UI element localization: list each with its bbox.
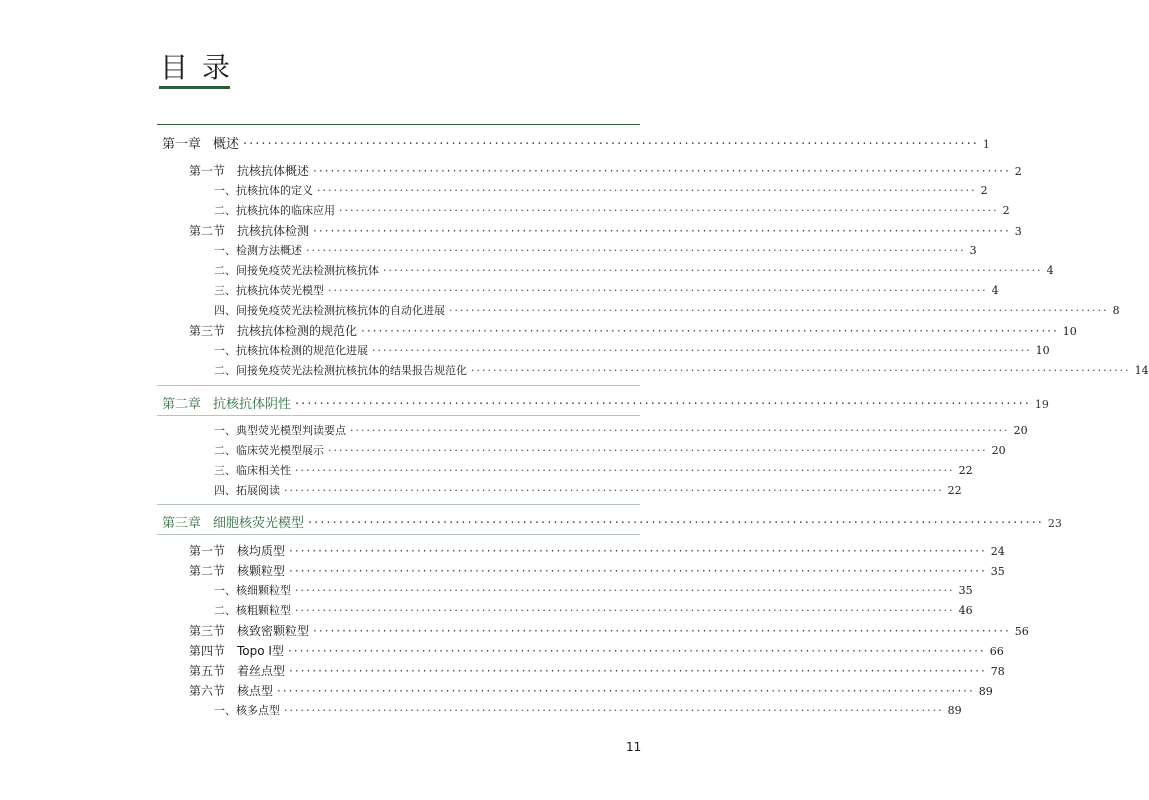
toc-chapter-entry — [162, 393, 1049, 412]
entry-title: 一、检测方法概述 — [214, 244, 302, 257]
entry-label — [214, 582, 291, 598]
toc-item-entry — [214, 282, 999, 298]
entry-number: 第一节 — [189, 544, 226, 558]
entry-page: 46 — [958, 604, 973, 617]
toc-item-entry — [214, 202, 1010, 218]
entry-label — [214, 602, 291, 618]
dot-leader: ························································································································ — [313, 224, 1011, 238]
entry-label — [214, 482, 280, 498]
chapter-rule — [157, 415, 640, 416]
entry-number: 第三节 — [189, 624, 226, 638]
entry-number: 第三节 — [189, 324, 226, 338]
chapter-rule — [157, 504, 640, 505]
dot-leader: ························································································································ — [287, 644, 986, 658]
entry-title: 一、核多点型 — [214, 704, 280, 717]
entry-page: 8 — [1112, 304, 1120, 317]
entry-title: 二、核粗颗粒型 — [214, 604, 291, 617]
entry-label — [189, 642, 284, 659]
entry-title: 四、拓展阅读 — [214, 484, 280, 497]
chapter-rule — [157, 385, 640, 386]
entry-page: 20 — [1013, 424, 1028, 437]
dot-leader: ························································································································ — [383, 264, 1043, 277]
entry-label — [214, 422, 346, 438]
entry-label — [214, 342, 368, 358]
entry-number: 第三章 — [162, 516, 202, 531]
entry-page: 23 — [1047, 517, 1062, 530]
entry-number: 第一节 — [189, 164, 226, 178]
entry-title: 一、典型荧光模型判读要点 — [214, 424, 346, 437]
dot-leader: ························································································································ — [471, 364, 1131, 377]
chapter-rule — [157, 534, 640, 535]
entry-label — [189, 322, 357, 339]
entry-page: 35 — [990, 565, 1005, 578]
toc-item-entry — [214, 582, 973, 598]
dot-leader: ························································································································ — [317, 184, 977, 197]
entry-label — [214, 702, 280, 718]
dot-leader: ························································································································ — [289, 564, 987, 578]
entry-label — [189, 662, 285, 679]
toc-item-entry — [214, 342, 1050, 358]
toc-item-entry — [214, 302, 1120, 318]
entry-label — [162, 133, 239, 152]
entry-title: 二、间接免疫荧光法检测抗核抗体的结果报告规范化 — [214, 364, 467, 377]
dot-leader: ························································································································ — [295, 397, 1031, 412]
dot-leader: ························································································································ — [328, 444, 988, 457]
entry-page: 22 — [958, 464, 973, 477]
entry-number: 第一章 — [162, 137, 202, 152]
entry-label — [162, 393, 291, 412]
entry-label — [189, 562, 285, 579]
top-rule — [157, 124, 640, 125]
dot-leader: ························································································································ — [449, 304, 1109, 317]
entry-page: 3 — [1014, 225, 1022, 238]
entry-page: 35 — [958, 584, 973, 597]
heading-underline — [159, 86, 230, 89]
dot-leader: ························································································································ — [277, 684, 975, 698]
toc-item-entry — [214, 602, 973, 618]
entry-label — [214, 242, 302, 258]
entry-page: 89 — [947, 704, 962, 717]
entry-page: 4 — [1046, 264, 1054, 277]
dot-leader: ························································································································ — [306, 244, 966, 257]
entry-title: 二、抗核抗体的临床应用 — [214, 204, 335, 217]
toc-item-entry — [214, 242, 977, 258]
entry-label — [189, 542, 285, 559]
entry-page: 2 — [1014, 165, 1022, 178]
entry-label — [214, 362, 467, 378]
entry-title: 抗核抗体阴性 — [213, 397, 292, 412]
toc-section-entry — [189, 222, 1022, 239]
toc-item-entry — [214, 182, 988, 198]
dot-leader: ························································································································ — [289, 544, 987, 558]
entry-title: 二、间接免疫荧光法检测抗核抗体 — [214, 264, 379, 277]
entry-title: 抗核抗体概述 — [237, 164, 310, 178]
entry-label — [214, 202, 335, 218]
entry-number: 第二节 — [189, 224, 226, 238]
dot-leader: ························································································································ — [339, 204, 999, 217]
entry-title: 核颗粒型 — [237, 564, 286, 578]
entry-title: 一、抗核抗体的定义 — [214, 184, 313, 197]
entry-title: 概述 — [213, 137, 240, 152]
entry-page: 4 — [991, 284, 999, 297]
toc-section-entry — [189, 682, 993, 699]
toc-section-entry — [189, 542, 1005, 559]
toc-chapter-entry — [162, 133, 990, 152]
dot-leader: ························································································································ — [372, 344, 1032, 357]
dot-leader: ························································································································ — [361, 324, 1059, 338]
entry-title: 一、抗核抗体检测的规范化进展 — [214, 344, 368, 357]
toc-section-entry — [189, 642, 1004, 659]
entry-page: 19 — [1034, 398, 1049, 411]
entry-label — [189, 162, 309, 179]
toc-section-entry — [189, 622, 1029, 639]
entry-number: 第二节 — [189, 564, 226, 578]
entry-title: 抗核抗体检测 — [237, 224, 310, 238]
entry-page: 14 — [1134, 364, 1149, 377]
toc-item-entry — [214, 422, 1028, 438]
entry-title: Topo Ⅰ型 — [237, 644, 284, 658]
entry-label — [189, 222, 309, 239]
entry-page: 2 — [1002, 204, 1010, 217]
entry-number: 第六节 — [189, 684, 226, 698]
entry-page: 2 — [980, 184, 988, 197]
toc-item-entry — [214, 482, 962, 498]
entry-page: 10 — [1035, 344, 1050, 357]
entry-title: 一、核细颗粒型 — [214, 584, 291, 597]
entry-page: 22 — [947, 484, 962, 497]
dot-leader: ························································································································ — [350, 424, 1010, 437]
entry-label — [214, 282, 324, 298]
dot-leader: ························································································································ — [328, 284, 988, 297]
page-number: 11 — [626, 740, 642, 754]
entry-title: 着丝点型 — [237, 664, 286, 678]
dot-leader: ························································································································ — [284, 484, 944, 497]
entry-title: 核致密颗粒型 — [237, 624, 310, 638]
entry-label — [162, 512, 304, 531]
toc-section-entry — [189, 322, 1077, 339]
toc-item-entry — [214, 262, 1054, 278]
entry-title: 三、抗核抗体荧光模型 — [214, 284, 324, 297]
entry-label — [189, 622, 309, 639]
dot-leader: ························································································································ — [313, 624, 1011, 638]
dot-leader: ························································································································ — [313, 164, 1011, 178]
entry-number: 第四节 — [189, 644, 226, 658]
dot-leader: ························································································································ — [295, 584, 955, 597]
entry-title: 三、临床相关性 — [214, 464, 291, 477]
entry-page: 1 — [982, 138, 990, 151]
dot-leader: ························································································································ — [289, 664, 987, 678]
entry-title: 核点型 — [237, 684, 274, 698]
entry-title: 四、间接免疫荧光法检测抗核抗体的自动化进展 — [214, 304, 445, 317]
entry-page: 3 — [969, 244, 977, 257]
entry-page: 78 — [990, 665, 1005, 678]
entry-label — [214, 262, 379, 278]
entry-label — [189, 682, 273, 699]
entry-page: 20 — [991, 444, 1006, 457]
toc-section-entry — [189, 162, 1022, 179]
entry-label — [214, 302, 445, 318]
toc-item-entry — [214, 702, 962, 718]
entry-page: 10 — [1062, 325, 1077, 338]
entry-number: 第二章 — [162, 397, 202, 412]
toc-item-entry — [214, 442, 1006, 458]
dot-leader: ························································································································ — [243, 137, 979, 152]
toc-item-entry — [214, 362, 1149, 378]
entry-number: 第五节 — [189, 664, 226, 678]
dot-leader: ························································································································ — [295, 604, 955, 617]
entry-title: 细胞核荧光模型 — [213, 516, 305, 531]
dot-leader: ························································································································ — [308, 516, 1044, 531]
entry-label — [214, 182, 313, 198]
entry-page: 24 — [990, 545, 1005, 558]
entry-label — [214, 462, 291, 478]
entry-page: 89 — [978, 685, 993, 698]
toc-heading: 目录 — [160, 51, 245, 84]
toc-chapter-entry — [162, 512, 1062, 531]
entry-page: 56 — [1014, 625, 1029, 638]
dot-leader: ························································································································ — [284, 704, 944, 717]
entry-title: 二、临床荧光模型展示 — [214, 444, 324, 457]
toc-section-entry — [189, 662, 1005, 679]
entry-title: 抗核抗体检测的规范化 — [237, 324, 358, 338]
entry-title: 核均质型 — [237, 544, 286, 558]
dot-leader: ························································································································ — [295, 464, 955, 477]
toc-item-entry — [214, 462, 973, 478]
entry-page: 66 — [989, 645, 1004, 658]
entry-label — [214, 442, 324, 458]
toc-section-entry — [189, 562, 1005, 579]
